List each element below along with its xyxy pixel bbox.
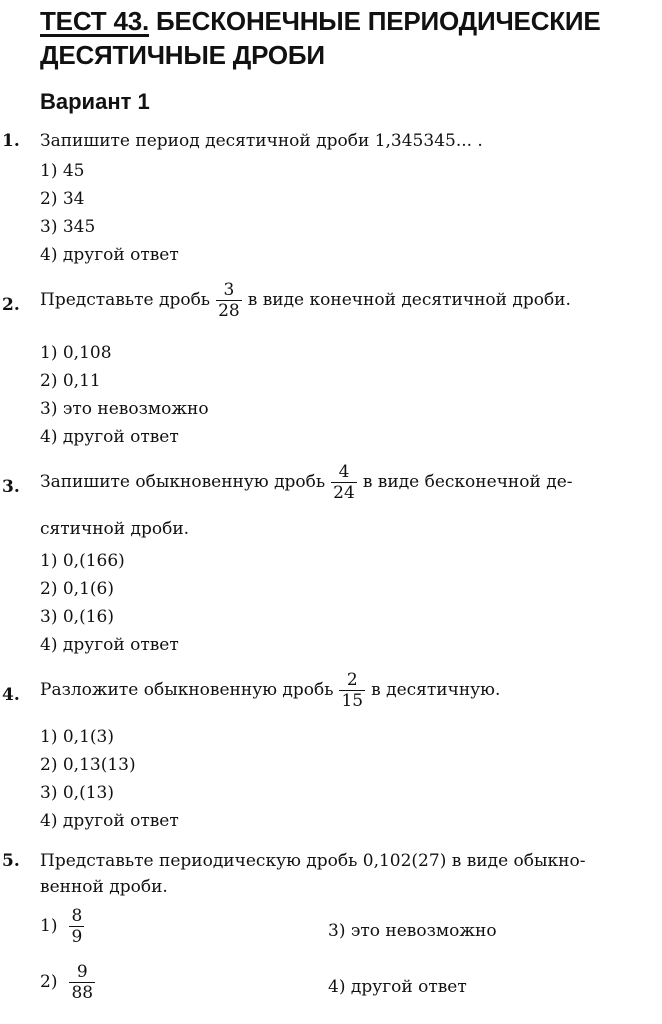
test-title xyxy=(40,4,601,72)
fraction-numerator: 2 xyxy=(346,670,358,690)
option-label: 2) xyxy=(40,972,58,992)
question-text-continued: сятичной дроби. xyxy=(40,519,190,539)
fraction-numerator: 3 xyxy=(223,280,235,300)
fraction-denominator: 24 xyxy=(333,483,355,503)
question-number: 3. xyxy=(2,477,20,497)
question-text-before: Запишите обыкновенную дробь xyxy=(40,472,326,492)
question-text-before: Разложите обыкновенную дробь xyxy=(40,680,334,700)
q5-option-2 xyxy=(40,962,101,1003)
fraction-denominator: 28 xyxy=(218,301,240,321)
title-line-1: БЕСКОНЕЧНЫЕ ПЕРИОДИЧЕСКИЕ xyxy=(156,6,601,36)
option-fraction xyxy=(69,962,95,1003)
fraction xyxy=(339,670,365,711)
q4-option-2: 2) 0,13(13) xyxy=(40,755,136,775)
q2-option-4: 4) другой ответ xyxy=(40,427,179,447)
fraction xyxy=(216,280,242,321)
fraction xyxy=(331,462,357,503)
fraction-denominator: 15 xyxy=(341,691,364,711)
question-text-after: в виде конечной десятичной дроби. xyxy=(247,290,571,310)
test-number: ТЕСТ 43. xyxy=(40,6,150,36)
q3-option-1: 1) 0,(166) xyxy=(40,551,125,571)
q3-option-3: 3) 0,(16) xyxy=(40,607,114,627)
option-label: 1) xyxy=(40,916,58,936)
q4-option-3: 3) 0,(13) xyxy=(40,783,114,803)
fraction-denominator: 88 xyxy=(71,983,94,1003)
question-text xyxy=(40,670,660,711)
q2-option-3: 3) это невозможно xyxy=(40,399,209,419)
q5-option-4: 4) другой ответ xyxy=(328,977,467,997)
q5-option-1 xyxy=(40,906,90,947)
fraction-numerator: 4 xyxy=(338,462,350,482)
fraction-denominator: 9 xyxy=(71,927,83,947)
q1-option-1: 1) 45 xyxy=(40,161,85,181)
q2-option-1: 1) 0,108 xyxy=(40,343,112,363)
question-text-before: Представьте дробь xyxy=(40,290,211,310)
fraction-numerator: 9 xyxy=(76,962,88,982)
q3-option-4: 4) другой ответ xyxy=(40,635,179,655)
question-text-after: в десятичную. xyxy=(371,680,501,700)
q3-option-2: 2) 0,1(6) xyxy=(40,579,114,599)
q1-option-4: 4) другой ответ xyxy=(40,245,179,265)
question-text-after: в виде бесконечной де- xyxy=(362,472,573,492)
question-text xyxy=(40,280,660,321)
title-line-2: ДЕСЯТИЧНЫЕ ДРОБИ xyxy=(40,40,325,70)
q5-option-3: 3) это невозможно xyxy=(328,921,497,941)
q1-option-3: 3) 345 xyxy=(40,217,96,237)
question-number: 1. xyxy=(2,131,20,151)
question-text: Запишите период десятичной дроби 1,345345... . xyxy=(40,131,483,151)
question-text xyxy=(40,462,660,503)
question-number: 5. xyxy=(2,851,20,871)
q4-option-4: 4) другой ответ xyxy=(40,811,179,831)
q4-option-1: 1) 0,1(3) xyxy=(40,727,114,747)
q2-option-2: 2) 0,11 xyxy=(40,371,101,391)
question-number: 2. xyxy=(2,295,20,315)
question-number: 4. xyxy=(2,685,20,705)
fraction-numerator: 8 xyxy=(71,906,83,926)
question-text-continued: венной дроби. xyxy=(40,877,168,897)
q1-option-2: 2) 34 xyxy=(40,189,85,209)
option-fraction xyxy=(69,906,84,947)
question-text: Представьте периодическую дробь 0,102(27) в виде обыкно- xyxy=(40,851,586,871)
variant-heading: Вариант 1 xyxy=(40,89,150,114)
